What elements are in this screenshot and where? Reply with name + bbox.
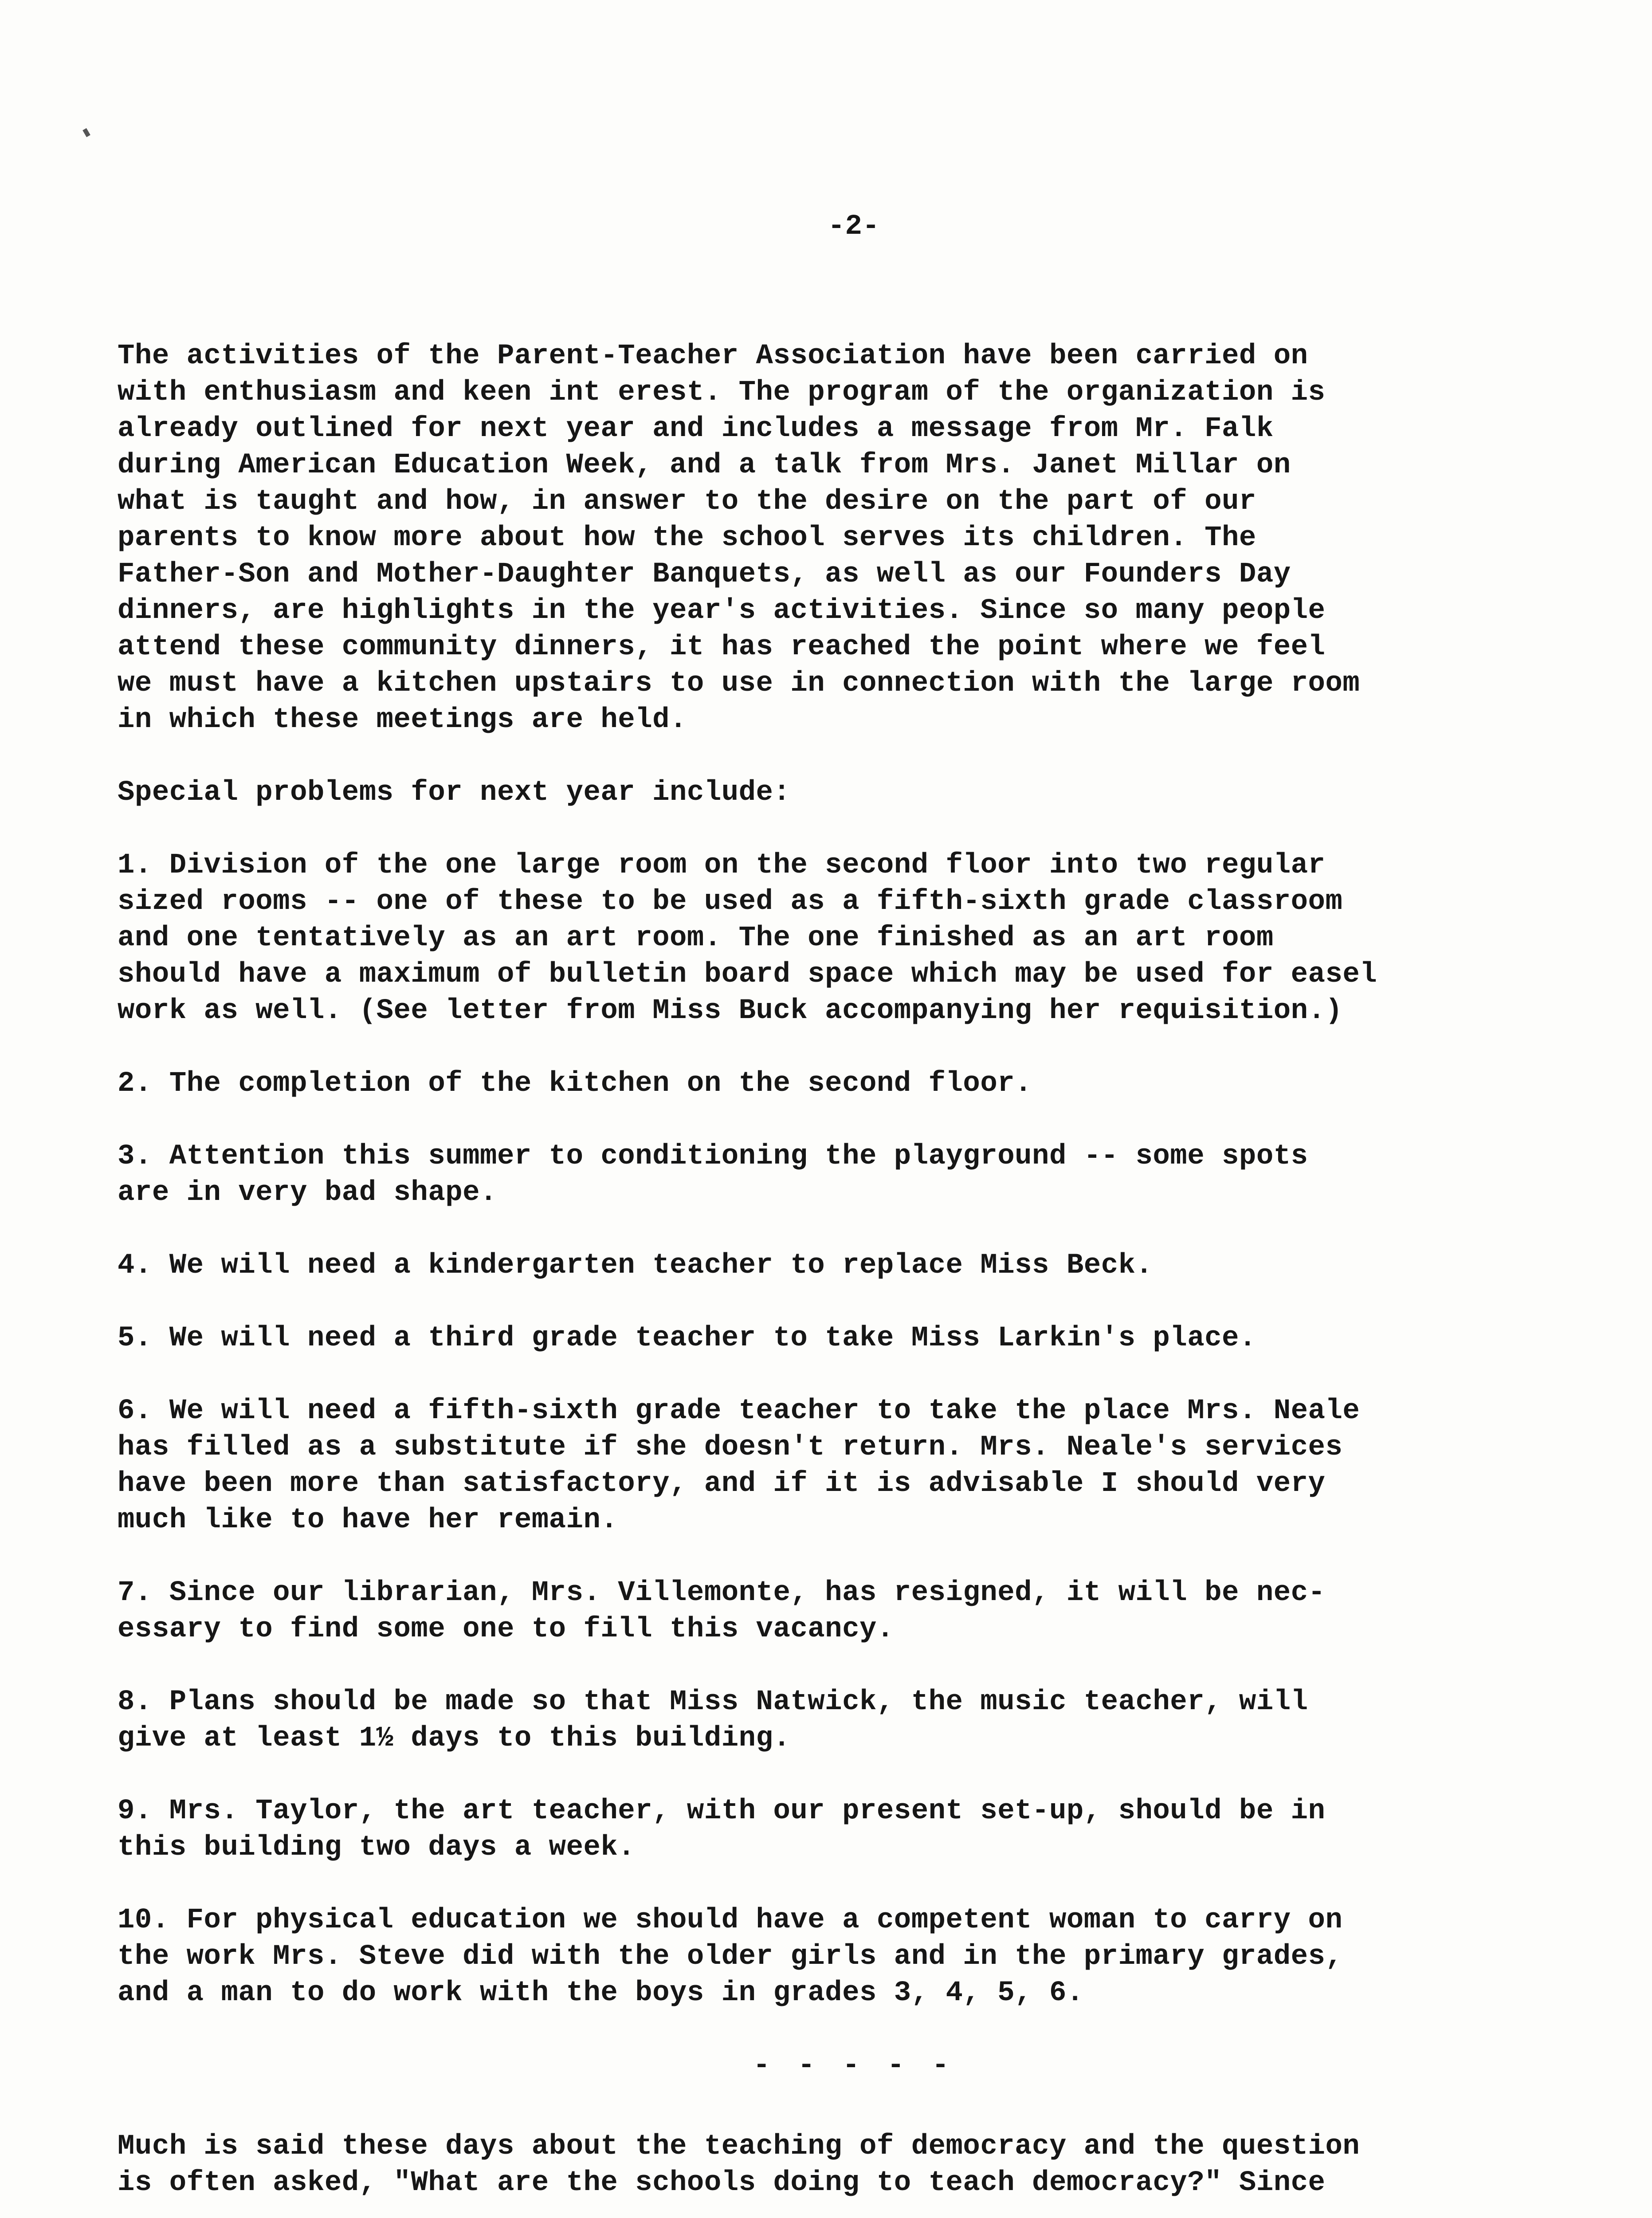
scan-speck [82, 128, 90, 138]
problems-heading: Special problems for next year include: [118, 777, 791, 809]
section-separator: - - - - - [753, 2050, 954, 2082]
closing-paragraph: Much is said these days about the teaching of democracy and the question is often asked, "What are the schools doing to teach democracy?" Since [118, 2131, 1360, 2199]
problem-item-9: 9. Mrs. Taylor, the art teacher, with our present set-up, should be in this building two days a week. [118, 1795, 1326, 1864]
problem-item-2: 2. The completion of the kitchen on the second floor. [118, 1068, 1032, 1100]
page-number: -2- [828, 211, 880, 243]
problems-list [118, 847, 1439, 2011]
problem-item-7: 7. Since our librarian, Mrs. Villemonte, has resigned, it will be nec- essary to find some one to fill this vacancy. [118, 1577, 1326, 1645]
problem-item-10: 10. For physical education we should have a competent woman to carry on the work Mrs. Steve did with the older girls and in the primary grades, and a man to do work with the boys in grades 3, 4, 5, 6. [118, 1904, 1343, 2009]
document-body [118, 208, 1439, 2218]
problem-item-6: 6. We will need a fifth-sixth grade teacher to take the place Mrs. Neale has filled as a substitute if she doesn't return. Mrs. Neale's services have been more than satisfactory, and if it is advisable I should very much like to have her remain. [118, 1395, 1360, 1536]
intro-paragraph: The activities of the Parent-Teacher Association have been carried on with enthusiasm and keen int erest. The program of the organization is already outlined for next year and includes a message from Mr. Falk during American Education Week, and a talk from Mrs. Janet Millar on what is taught and how, in answer to the desire on the part of our parents to know more about how the school serves its children. The Father-Son and Mother-Daughter Banquets, as well as our Founders Day dinners, are highlights in the year's activities. Since so many people attend these community dinners, it has reached the point where we feel we must have a kitchen upstairs to use in connection with the large room in which these meetings are held. [118, 340, 1360, 736]
problem-item-3: 3. Attention this summer to conditioning the playground -- some spots are in very bad shape. [118, 1140, 1308, 1209]
problem-item-4: 4. We will need a kindergarten teacher to replace Miss Beck. [118, 1250, 1153, 1282]
problem-item-5: 5. We will need a third grade teacher to take Miss Larkin's place. [118, 1322, 1256, 1354]
problem-item-1: 1. Division of the one large room on the second floor into two regular sized rooms -- one of these to be used as a fifth-sixth grade classroom and one tentatively as an art room. The one finished as an art room should have a maximum of bulletin board space which may be used for easel work as well. (See letter from Miss Buck accompanying her requisition.) [118, 849, 1377, 1027]
problem-item-8: 8. Plans should be made so that Miss Natwick, the music teacher, will give at least 1½ days to this building. [118, 1686, 1308, 1754]
